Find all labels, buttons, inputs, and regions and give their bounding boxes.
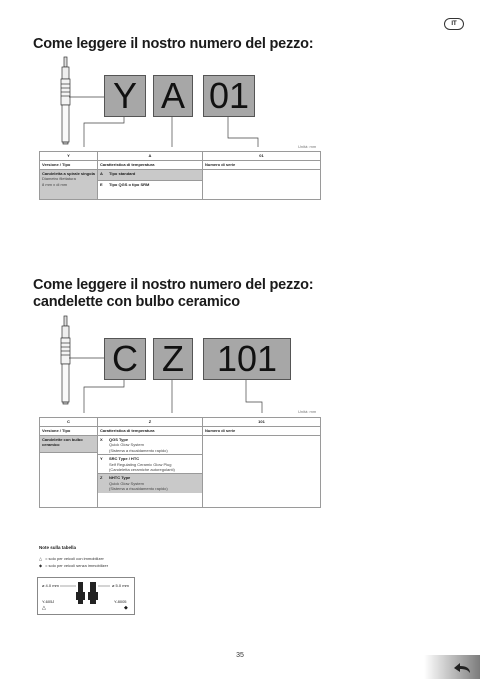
unit-note: Unità: mm — [298, 144, 317, 149]
code-box-temperature-2: Z — [153, 338, 193, 380]
temp-desc: Quick Glow System — [109, 480, 144, 486]
version-cell — [40, 170, 98, 200]
temperature-cell — [98, 170, 203, 200]
temp-label: Tipo QGS o tipo SRM — [109, 182, 150, 187]
part-number-table-1 — [39, 151, 321, 200]
right-code: Y-8005 — [114, 599, 127, 604]
series-cell — [203, 170, 321, 200]
temp-label: Tipo standard — [109, 171, 136, 176]
right-dimension: ø 5.0 mm — [112, 583, 129, 588]
glow-plug-illustration — [61, 57, 70, 144]
code-box-version-2: C — [104, 338, 146, 380]
list-item — [98, 170, 202, 181]
diamond-icon: ◆ — [124, 605, 128, 611]
part-number-table-2 — [39, 417, 321, 508]
version-detail: Diametro filettatura — [42, 176, 76, 182]
language-badge: IT — [444, 18, 464, 30]
section2-title-line1: Come leggere il nostro numero del pezzo: — [33, 277, 314, 293]
col-header: A — [98, 152, 203, 161]
section2-title-line2: candelette con bulbo ceramico — [33, 294, 240, 310]
section1-title: Come leggere il nostro numero del pezzo: — [33, 36, 314, 52]
temp-label: NHTC Type — [109, 475, 131, 481]
triangle-note-text: = solo per veicoli con immobilizer — [45, 556, 104, 561]
page-number: 35 — [236, 652, 244, 659]
col-header: Y — [40, 152, 98, 161]
temp-desc: (Sistema a riscaldamento rapido) — [109, 447, 168, 453]
version-detail: 8 mm x di mm — [42, 181, 68, 187]
col-header: 101 — [203, 418, 321, 427]
diamond-icon: ◆ — [39, 563, 43, 568]
version-label: Candeletta a spirale singola — [42, 171, 95, 176]
sub-header: Numero di serie — [203, 161, 321, 170]
col-header: Z — [98, 418, 203, 427]
temp-label: QGS Type — [109, 437, 129, 442]
left-code: Y-605J — [42, 599, 55, 604]
sub-header: Versione / Tipo — [40, 427, 98, 436]
glow-plug-illustration-2 — [61, 316, 70, 404]
sub-header: Caratteristica di temperatura — [98, 161, 203, 170]
list-item — [98, 474, 202, 492]
code-box-series: 01 — [203, 75, 255, 117]
connector-legend-box — [37, 577, 135, 615]
diamond-note-text: = solo per veicoli senza immobilizer — [45, 563, 109, 568]
temp-desc: Quick Glow System — [109, 442, 144, 448]
series-cell — [203, 436, 321, 508]
list-item — [98, 181, 202, 191]
temp-label: SRC Type / HTC — [109, 456, 140, 462]
back-arrow-icon — [424, 655, 480, 679]
code-box-version: Y — [104, 75, 146, 117]
triangle-note — [39, 556, 104, 561]
list-item — [98, 455, 202, 474]
temp-key: E — [100, 182, 103, 187]
section2-title — [33, 277, 313, 311]
version-cell — [40, 436, 98, 453]
triangle-icon: △ — [39, 556, 43, 561]
code-box-series-2: 101 — [203, 338, 291, 380]
temperature-cell — [98, 436, 203, 508]
notes-title: Note sulla tabella — [39, 545, 77, 550]
back-button[interactable] — [424, 655, 480, 679]
col-header: 01 — [203, 152, 321, 161]
version-cell-empty — [40, 453, 98, 508]
temp-key: Z — [100, 475, 103, 481]
unit-note-2: Unità: mm — [298, 409, 317, 414]
diamond-note — [39, 563, 108, 568]
sub-header: Caratteristica di temperatura — [98, 427, 203, 436]
sub-header: Versione / Tipo — [40, 161, 98, 170]
version-label: Candelette con bulbo ceramico — [42, 437, 83, 448]
temp-key: A — [100, 171, 103, 176]
temp-key: X — [100, 437, 103, 442]
temp-desc: Self Regulating Ceramic Glow Plug — [109, 461, 172, 467]
code-box-temperature: A — [153, 75, 193, 117]
sub-header: Numero di serie — [203, 427, 321, 436]
left-dimension: ø 4.0 mm — [42, 583, 59, 588]
temp-key: Y — [100, 456, 103, 462]
temp-desc: (Candeletta ceramiche autoregolanti) — [109, 467, 175, 473]
triangle-icon: △ — [42, 605, 46, 611]
temp-desc: (Sistema a riscaldamento rapido) — [109, 486, 168, 492]
col-header: C — [40, 418, 98, 427]
list-item — [98, 436, 202, 455]
